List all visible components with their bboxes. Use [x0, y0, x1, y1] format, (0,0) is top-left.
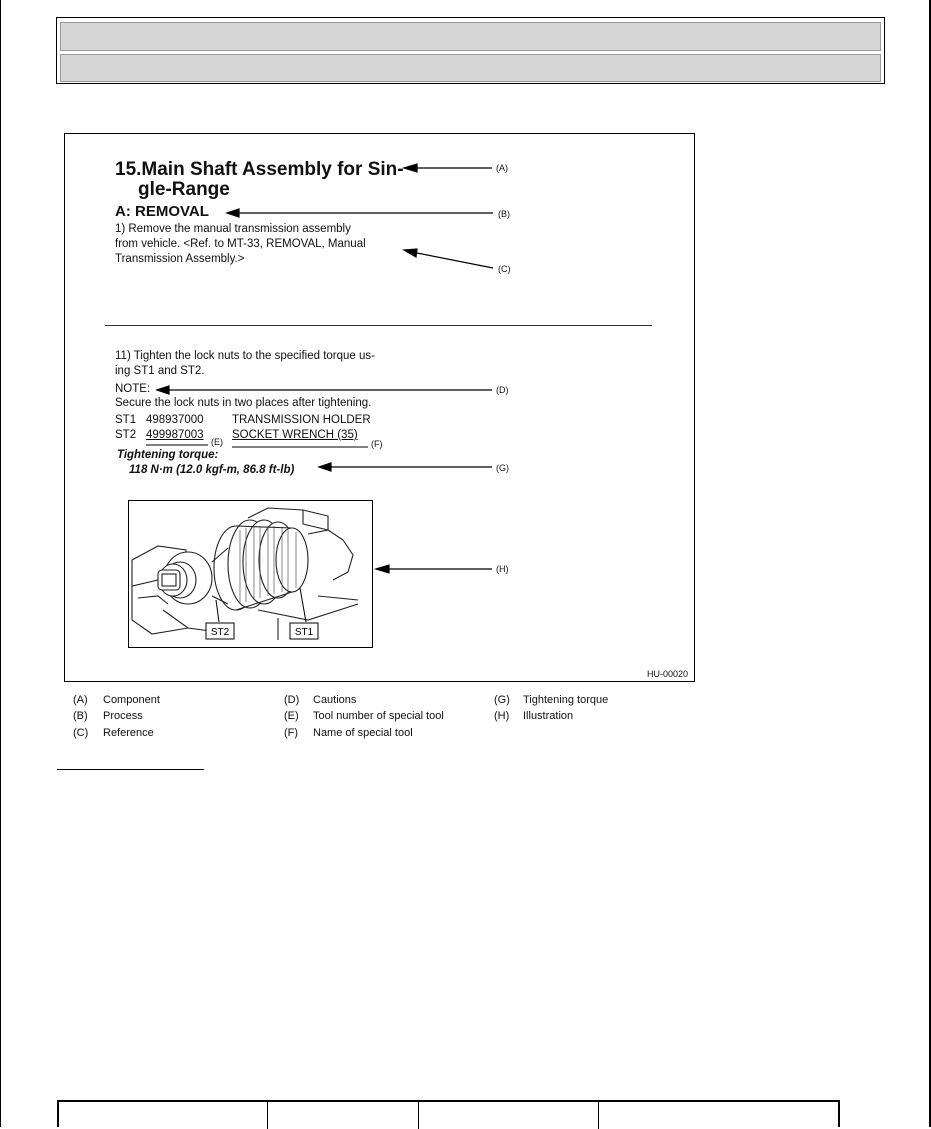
- legend-key-d: (D): [284, 694, 300, 706]
- legend-key-f: (F): [284, 727, 299, 739]
- legend-label-h: Illustration: [523, 710, 574, 722]
- torque-label: Tightening torque:: [117, 449, 219, 461]
- callout-a: (A): [496, 163, 508, 173]
- arrow-h-head: [376, 565, 389, 573]
- manual-page-figure: [64, 133, 695, 682]
- note-label: NOTE:: [115, 383, 151, 395]
- callout-h: (H): [496, 564, 509, 574]
- note-text: Secure the lock nuts in two places after tightening.: [115, 397, 372, 409]
- step1-line3: Transmission Assembly.>: [115, 253, 245, 265]
- arrow-b-head: [227, 209, 239, 217]
- footer-divider-2: [418, 1102, 419, 1129]
- section-title-line1: 15.Main Shaft Assembly for Sin-: [115, 159, 404, 180]
- st1-label: ST1: [115, 414, 137, 426]
- arrow-a-head: [404, 164, 417, 172]
- legend-label-g: Tightening torque: [523, 694, 609, 706]
- st2-tool-name: SOCKET WRENCH (35): [232, 429, 358, 441]
- section-title-line2: gle-Range: [138, 179, 230, 200]
- legend-label-d: Cautions: [313, 694, 357, 706]
- gear-assembly-illustration: [128, 500, 373, 648]
- callout-b: (B): [498, 209, 510, 219]
- page-header: [56, 17, 885, 84]
- st2-tool-number: 499987003: [146, 429, 204, 441]
- header-bar-top: [60, 22, 881, 51]
- callout-e: (E): [211, 437, 223, 447]
- legend-label-f: Name of special tool: [313, 727, 413, 739]
- arrow-g-head: [319, 463, 331, 471]
- figure-code: HU-00020: [647, 669, 689, 679]
- step1-line2: from vehicle. <Ref. to MT-33, REMOVAL, Manual: [115, 238, 366, 250]
- torque-value: 118 N·m (12.0 kgf-m, 86.8 ft-lb): [129, 464, 295, 476]
- header-bar-bottom: [60, 54, 881, 82]
- legend-key-a: (A): [73, 694, 88, 706]
- callout-c: (C): [498, 264, 511, 274]
- process-heading: A: REMOVAL: [115, 203, 209, 220]
- st1-tool-name: TRANSMISSION HOLDER: [232, 414, 371, 426]
- page-footer: [57, 1100, 840, 1127]
- arrow-c-line: [417, 253, 493, 268]
- footer-divider-3: [598, 1102, 599, 1129]
- callout-f: (F): [371, 439, 383, 449]
- st2-label: ST2: [115, 429, 137, 441]
- legend-label-e: Tool number of special tool: [313, 710, 444, 722]
- legend-rule: [57, 769, 204, 770]
- footer-divider-1: [267, 1102, 268, 1129]
- st1-tag: ST1: [294, 627, 314, 638]
- arrow-d-head: [157, 386, 169, 394]
- legend-label-a: Component: [103, 694, 160, 706]
- legend-key-c: (C): [73, 727, 89, 739]
- page-left-edge: [0, 0, 1, 1127]
- step1-line1: 1) Remove the manual transmission assembly: [115, 223, 351, 235]
- arrow-c-head: [404, 249, 417, 257]
- callout-g: (G): [496, 463, 509, 473]
- step11-line2: ing ST1 and ST2.: [115, 365, 205, 377]
- callout-d: (D): [496, 385, 509, 395]
- st1-tool-number: 498937000: [146, 414, 204, 426]
- legend-key-h: (H): [494, 710, 510, 722]
- legend-key-e: (E): [284, 710, 299, 722]
- st2-tag: ST2: [210, 627, 230, 638]
- legend-key-g: (G): [494, 694, 510, 706]
- section-separator: [105, 325, 652, 326]
- legend-label-c: Reference: [103, 727, 154, 739]
- legend-label-b: Process: [103, 710, 143, 722]
- step11-line1: 11) Tighten the lock nuts to the specified torque us-: [115, 350, 375, 362]
- legend-key-b: (B): [73, 710, 88, 722]
